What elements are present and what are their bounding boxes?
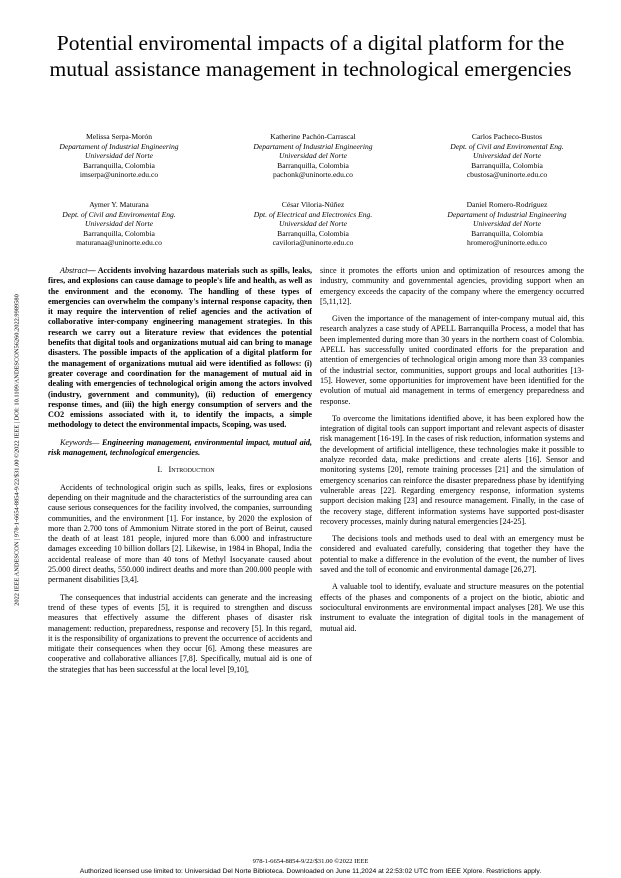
side-strip-text: 2022 IEEE ANDESCON | 978-1-6654-8854-9/22/$31.00 ©2022 IEEE | DOI: 10.1109/ANDESCON56260.2022.9989580 bbox=[13, 294, 21, 606]
author-dept: Dpt. of Electrical and Electronics Eng. bbox=[253, 209, 373, 219]
abstract-label: Abstract bbox=[60, 266, 88, 275]
author-city: Barranquilla, Colombia bbox=[83, 228, 155, 238]
author-name: Melissa Serpa-Morón bbox=[85, 132, 152, 141]
keywords bbox=[48, 438, 312, 459]
footer-isbn: 978-1-6654-8854-9/22/$31.00 ©2022 IEEE bbox=[252, 858, 369, 865]
author-block bbox=[410, 132, 604, 180]
author-univ: Universidad del Norte bbox=[85, 151, 153, 161]
author-city: Barranquilla, Colombia bbox=[471, 160, 543, 170]
author-univ: Universidad del Norte bbox=[473, 219, 541, 229]
keywords-text: Engineering management, environmental impact, mutual aid, risk management, technological emergencies. bbox=[48, 437, 312, 458]
author-univ: Universidad del Norte bbox=[279, 151, 347, 161]
abstract bbox=[48, 266, 312, 431]
body-paragraph: The consequences that industrial accidents can generate and the increasing trend of these types of events [5], it is required to strengthen and discuss measures that effectively assume the different phases of disaster risk management: reduction, preparedness, response and recovery [5]. In this regard, it is the responsibility of organizations to prevent the occurrence of accidents and mitigate their consequences when they occur [6]. Among these measures are cooperative and collaborative alliances [7,8]. Specifically, mutual aid is one of the strategies that has been successful at the local level [9,10], bbox=[48, 592, 312, 674]
author-city: Barranquilla, Colombia bbox=[471, 228, 543, 238]
author-univ: Universidad del Norte bbox=[279, 219, 347, 229]
author-email[interactable]: caviloria@uninorte.edu.co bbox=[272, 238, 354, 248]
author-block bbox=[216, 200, 410, 248]
body-paragraph: A valuable tool to identify, evaluate and structure measures on the potential effects of the phases and components of a project on the biotic, abiotic and sociocultural environments are environmental impact analyses [28]. We use this instrument to evaluate the integration of digital tools in the management of mutual aid. bbox=[320, 582, 584, 633]
author-block bbox=[410, 200, 604, 248]
body-paragraph: To overcome the limitations identified above, it has been explored how the integration of digital tools can support important and relevant aspects of disaster risk management [16-19]. In the cases of risk reduction, information systems and the development of artificial intelligence, these technologies make it possible to analyze recorded data, make predictions and create alerts [16]. Sensor and monitoring systems [20], remote training processes [21] and the simulation of emergency scenarios can reinforce the disaster preparedness phase by identifying vulnerable areas [22]. Regarding emergency response, information systems support decision making [23] and resource management. Finally, in the case of the recovery stage, different information systems have supported post-disaster recovery processes, mainly during natural emergencies [24-25]. bbox=[320, 413, 584, 526]
author-row-2 bbox=[22, 200, 604, 248]
body-paragraph: The decisions tools and methods used to deal with an emergency must be considered and evaluated carefully, considering that together they have the potential to make a difference in the evolution of the event, the number of lives saved and the toll of economic and environmental damage [26,27]. bbox=[320, 534, 584, 575]
author-univ: Universidad del Norte bbox=[473, 151, 541, 161]
keywords-label: Keywords— bbox=[60, 437, 100, 447]
body-paragraph: Given the importance of the management of inter-company mutual aid, this research analyzes a case study of APELL Barranquilla Process, a model that has been implemented during more than 30 years in the northern coast of Colombia. APELL has successfully united coordinated efforts for the preparation and attention of emergencies of technological origin among more than 33 companies of the industrial sector, communities, support groups and local authorities [13-15]. However, some opportunities for improvement have been identified for the evolution of mutual aid management in terms of emergency preparedness and response. bbox=[320, 314, 584, 406]
author-name: Carlos Pacheco-Bustos bbox=[471, 132, 543, 141]
right-column bbox=[320, 266, 584, 641]
author-city: Barranquilla, Colombia bbox=[277, 228, 349, 238]
author-city: Barranquilla, Colombia bbox=[277, 160, 349, 170]
section-heading bbox=[48, 465, 312, 475]
side-strip bbox=[10, 240, 24, 660]
abstract-text: — Accidents involving hazardous materials such as spills, leaks, fires, and explosions can cause damage to people's life and health, as well as the environment and the economy. The handling of these types of emergencies can overwhelm the company's internal response capacity, then it may require the intervention of relief agencies and the activation of collaborative inter-company engineering management strategies. In this research we carry out a literature review that evidences the potential benefits that digital tools and organizations mutual aid can bring to manage disasters. The possible impacts of the application of a digital platform for the management of organizations mutual aid were identified as follows: (i) greater coverage and coordination for the management of mutual aid in dealing with emergencies of technological origin among the actors involved (industry, government and community), (ii) reduction of emergency response times, and (iii) the high energy consumption of servers and the CO2 emissions associated with it, to identify the impacts, a simple methodology to detect the environmental impacts, Scoping, was used. bbox=[48, 266, 312, 430]
author-row-1 bbox=[22, 132, 604, 180]
author-email[interactable]: hromero@uninorte.edu.co bbox=[467, 238, 547, 248]
author-email[interactable]: pachonk@uninorte.edu.co bbox=[273, 170, 353, 180]
author-email[interactable]: imserpa@uninorte.edu.co bbox=[79, 170, 159, 180]
author-email[interactable]: maturanaa@uninorte.edu.co bbox=[76, 238, 162, 248]
author-dept: Departament of Industrial Engineering bbox=[59, 141, 179, 151]
author-name: Aymer Y. Maturana bbox=[89, 200, 149, 209]
body-paragraph: Accidents of technological origin such as spills, leaks, fires or explosions depending on their magnitude and the characteristics of the surrounding area can cause serious consequences for the facility involved, the companies, surrounding communities, and the environment [1]. For instance, by 2020 the explosion of more than 2.700 tons of Ammonium Nitrate stored in the port of Beirut, caused the death of at least 181 people, injured more than 6.000 and infrastructure damages exceeding 10 billion dollars [2]. Likewise, in 1984 in Bhopal, India the accidental realease of more than 40 tons of Methyl Isocyanate caused about 25.000 direct deaths, 550.000 indirect deaths and more than 200.000 people with permanent disabilities [3,4]. bbox=[48, 482, 312, 585]
author-name: César Viloria-Núñez bbox=[281, 200, 345, 209]
author-dept: Dept. of Civil and Enviromental Eng. bbox=[62, 209, 176, 219]
author-univ: Universidad del Norte bbox=[85, 219, 153, 229]
author-name: Katherine Pachón-Carrascal bbox=[270, 132, 356, 141]
author-block bbox=[216, 132, 410, 180]
section-title: Introduction bbox=[168, 465, 215, 475]
body-paragraph: since it promotes the efforts union and optimization of resources among the industry, community and governmental agencies, providing support when an emergency exceeds the capacity of the company where the emergency occurred [5,11,12]. bbox=[320, 266, 584, 306]
paper-title: Potential enviromental impacts of a digital platform for the mutual assistance management in technological emergencies bbox=[49, 31, 572, 81]
author-email[interactable]: cbustosa@uninorte.edu.co bbox=[466, 170, 548, 180]
footer-license: Authorized licensed use limited to: Universidad Del Norte Biblioteca. Downloaded on June 11,2024 at 22:53:02 UTC from IEEE Xplore. Restrictions apply. bbox=[79, 868, 542, 875]
author-dept: Departament of Industrial Engineering bbox=[253, 141, 373, 151]
author-dept: Departament of Industrial Engineering bbox=[447, 209, 567, 219]
author-block bbox=[22, 132, 216, 180]
author-block bbox=[22, 200, 216, 248]
section-number: I. bbox=[157, 465, 163, 475]
author-city: Barranquilla, Colombia bbox=[83, 160, 155, 170]
left-column bbox=[48, 266, 312, 682]
author-dept: Dept. of Civil and Enviromental Eng. bbox=[450, 141, 564, 151]
author-name: Daniel Romero-Rodríguez bbox=[466, 200, 548, 209]
